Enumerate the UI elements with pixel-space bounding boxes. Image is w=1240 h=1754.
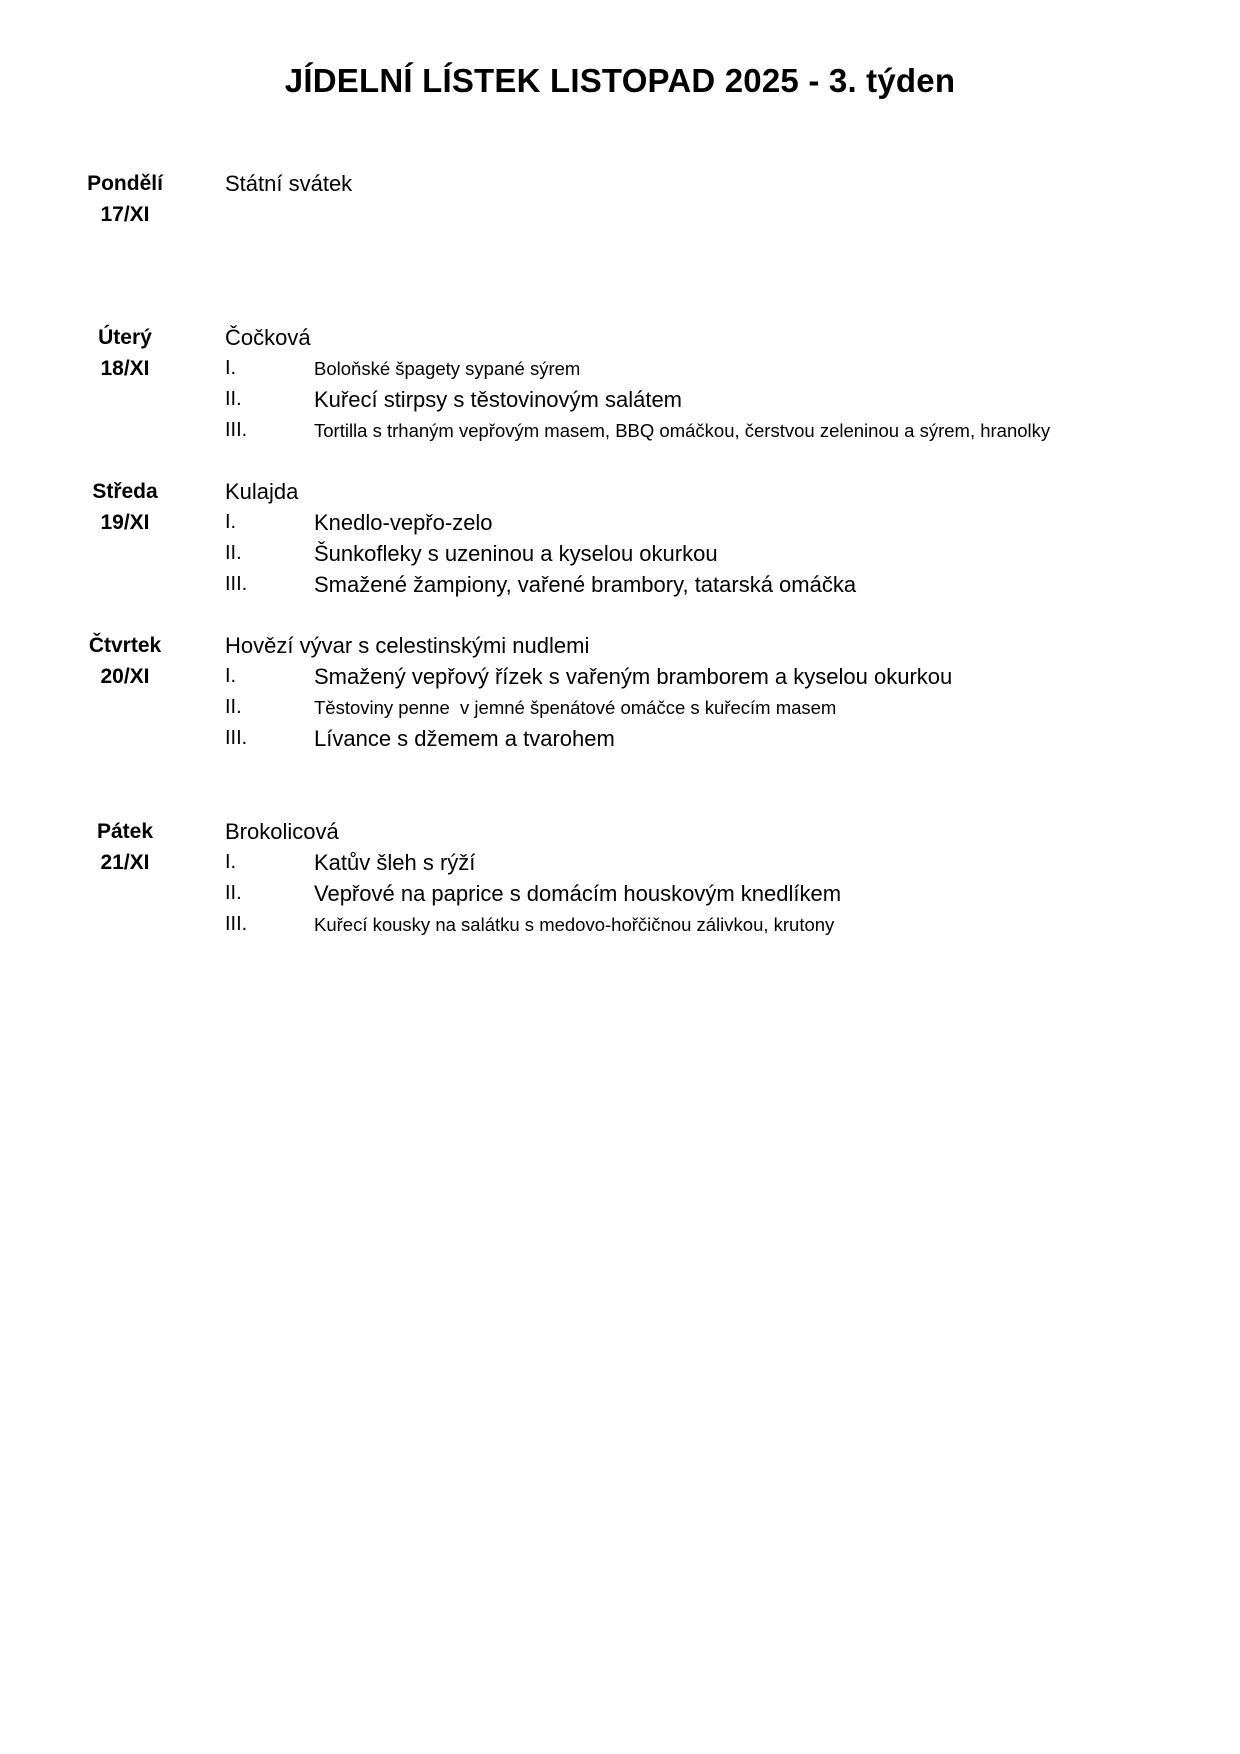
day-label	[70, 816, 180, 878]
meal-number: II.	[225, 696, 242, 718]
meal-item	[225, 847, 476, 878]
meal-item	[225, 661, 953, 692]
day-menu	[225, 630, 953, 754]
meal-text: Smažený vepřový řízek s vařeným bramborem a kyselou okurkou	[314, 664, 953, 689]
day-name: Čtvrtek	[88, 634, 162, 657]
day-menu	[225, 816, 842, 940]
day-name: Úterý	[98, 326, 152, 349]
meal-text: Boloňské špagety sypané sýrem	[314, 358, 581, 379]
meal-number: I.	[225, 851, 237, 873]
soup: Brokolicová	[225, 819, 339, 844]
day-name: Středa	[92, 480, 158, 503]
meal-item	[225, 569, 857, 600]
meal-item	[225, 384, 683, 415]
meal-text: Katův šleh s rýží	[314, 850, 476, 875]
day-label	[70, 630, 180, 692]
day-name: Pátek	[96, 820, 154, 843]
day-name: Pondělí	[87, 172, 163, 195]
meal-number: I.	[225, 357, 237, 379]
meal-number: III.	[225, 727, 248, 749]
meal-number: II.	[225, 882, 242, 904]
day-date: 17/XI	[100, 203, 150, 226]
meal-number: III.	[225, 419, 248, 441]
meal-text: Šunkofleky s uzeninou a kyselou okurkou	[314, 541, 718, 566]
meal-text: Tortilla s trhaným vepřovým masem, BBQ omáčkou, čerstvou zeleninou a sýrem, hranolky	[314, 420, 1051, 441]
meal-item	[225, 723, 615, 754]
meal-text: Těstoviny penne v jemné špenátové omáčce s kuřecím masem	[314, 697, 837, 718]
soup: Hovězí vývar s celestinskými nudlemi	[225, 633, 590, 658]
meal-item	[225, 353, 581, 384]
day-label	[70, 476, 180, 538]
meal-text: Knedlo-vepřo-zelo	[314, 510, 493, 535]
day-date: 18/XI	[100, 357, 150, 380]
soup: Čočková	[225, 325, 311, 350]
meal-item	[225, 538, 718, 569]
meal-item	[225, 415, 1051, 446]
meal-number: II.	[225, 388, 242, 410]
soup: Státní svátek	[225, 171, 353, 196]
meal-item	[225, 909, 835, 940]
day-menu	[225, 476, 857, 600]
meal-number: II.	[225, 542, 242, 564]
day-date: 20/XI	[100, 665, 150, 688]
page-title: JÍDELNÍ LÍSTEK LISTOPAD 2025 - 3. týden	[284, 62, 956, 99]
day-label	[70, 168, 180, 230]
meal-text: Kuřecí kousky na salátku s medovo-hořčičnou zálivkou, krutony	[314, 914, 835, 935]
day-menu	[225, 322, 1051, 446]
meal-text: Lívance s džemem a tvarohem	[314, 726, 615, 751]
meal-text: Smažené žampiony, vařené brambory, tatarská omáčka	[314, 572, 857, 597]
day-date: 21/XI	[100, 851, 150, 874]
meal-number: I.	[225, 511, 237, 533]
meal-item	[225, 507, 493, 538]
meal-number: I.	[225, 665, 237, 687]
meal-number: III.	[225, 573, 248, 595]
meal-number: III.	[225, 913, 248, 935]
day-label	[70, 322, 180, 384]
meal-text: Vepřové na paprice s domácím houskovým knedlíkem	[314, 881, 842, 906]
meal-item	[225, 692, 837, 723]
meal-item	[225, 878, 842, 909]
meal-text: Kuřecí stirpsy s těstovinovým salátem	[314, 387, 683, 412]
day-menu	[225, 168, 352, 199]
soup: Kulajda	[225, 479, 299, 504]
day-date: 19/XI	[100, 511, 150, 534]
